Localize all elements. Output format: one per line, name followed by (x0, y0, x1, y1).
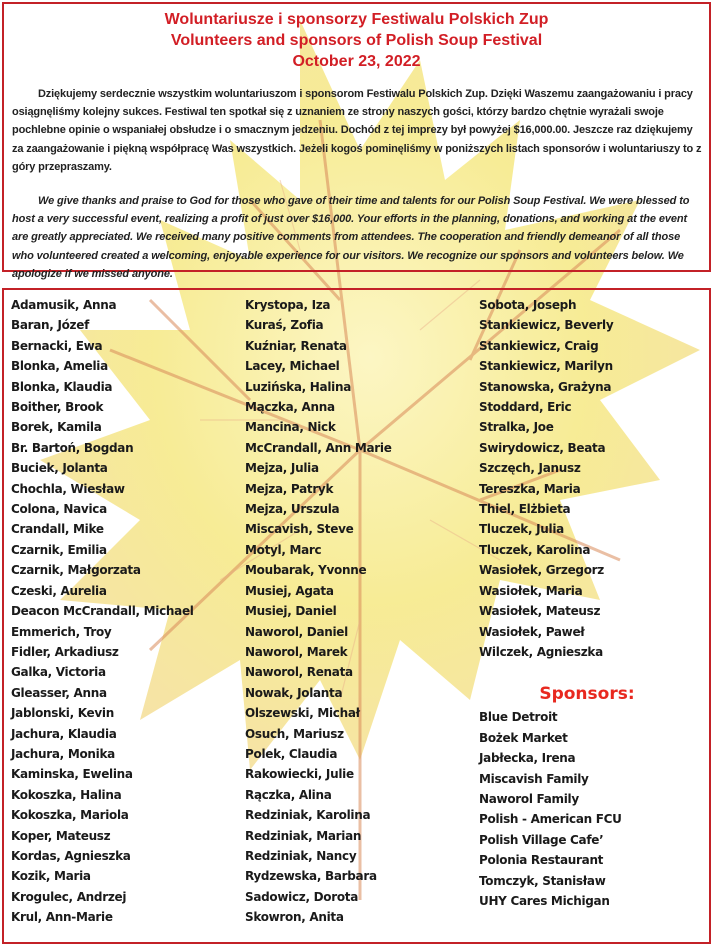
volunteer-name: Mejza, Patryk (245, 481, 334, 496)
volunteer-name: Czarnik, Emilia (11, 542, 107, 557)
volunteer-name: Motyl, Marc (245, 542, 322, 557)
volunteer-name: Osuch, Mariusz (245, 726, 344, 741)
volunteer-name: Galka, Victoria (11, 665, 106, 680)
volunteer-name: Mejza, Julia (245, 461, 319, 476)
volunteer-name: Krystopa, Iza (245, 298, 331, 312)
volunteer-name: Szczęch, Janusz (479, 461, 581, 476)
volunteer-name: Emmerich, Troy (11, 624, 112, 639)
volunteer-name: Rączka, Alina (245, 787, 332, 802)
volunteer-name: Luzińska, Halina (245, 379, 351, 394)
volunteer-name: Koper, Mateusz (11, 828, 111, 843)
sponsor-name: Polonia Restaurant (479, 853, 604, 868)
volunteer-name: Wilczek, Agnieszka (479, 644, 603, 659)
volunteer-name: Kordas, Agnieszka (11, 848, 131, 863)
sponsor-name: UHY Cares Michigan (479, 893, 610, 908)
volunteer-name: Blonka, Klaudia (11, 379, 113, 394)
volunteer-name: Naworol, Marek (245, 644, 348, 659)
volunteer-name: Polek, Claudia (245, 746, 338, 761)
volunteer-name: Kuźniar, Renata (245, 338, 347, 353)
volunteer-column-2 (245, 295, 475, 928)
volunteer-name: Redziniak, Marian (245, 828, 362, 843)
volunteer-name: Chochla, Wiesław (11, 481, 125, 496)
volunteer-name: Naworol, Daniel (245, 624, 348, 639)
volunteer-name: Wasiołek, Maria (479, 583, 583, 598)
volunteer-name: Rakowiecki, Julie (245, 767, 354, 782)
thank-you-paragraph-english: We give thanks and praise to God for those who gave of their time and talents for our Polish Soup Festival. We were blessed to host a very successful event, realizing a profit of just over $16,000. Your efforts in the planning, donations, and working at the event are greatly appreciated. We received many positive comments from attendees. The cooperation and friendly demeanor of all those who volunteered created a welcoming, enjoyable experience for our visitors. We recognize our sponsors and volunteers below. We apologize if we missed anyone. (12, 195, 690, 280)
volunteer-name: Bernacki, Ewa (11, 338, 103, 353)
volunteer-name: Krogulec, Andrzej (11, 889, 127, 904)
volunteer-column-3 (479, 295, 709, 911)
volunteer-name: Czarnik, Małgorzata (11, 563, 141, 578)
sponsor-name: Polish - American FCU (479, 812, 622, 827)
volunteer-name: McCrandall, Ann Marie (245, 440, 392, 455)
volunteer-name: Mączka, Anna (245, 400, 335, 415)
title-english: Volunteers and sponsors of Polish Soup Festival (170, 32, 543, 49)
volunteer-name: Baran, Józef (11, 318, 89, 333)
volunteer-name: Wasiołek, Grzegorz (479, 563, 604, 578)
volunteer-name: Tereszka, Maria (479, 481, 581, 496)
volunteer-name: Krul, Ann-Marie (11, 910, 113, 925)
sponsors-heading: Sponsors: (539, 684, 635, 705)
volunteer-name: Olszewski, Michał (245, 706, 360, 721)
volunteer-name: Sadowicz, Dorota (245, 889, 359, 904)
volunteer-column-1 (11, 295, 241, 928)
volunteer-name: Czeski, Aurelia (11, 583, 107, 598)
volunteer-name: Naworol, Renata (245, 665, 353, 680)
sponsor-name: Tomczyk, Stanisław (479, 873, 606, 888)
volunteer-name: Sobota, Joseph (479, 298, 577, 312)
volunteer-name: Skowron, Anita (245, 910, 344, 925)
volunteer-name: Stanowska, Grażyna (479, 379, 612, 394)
sponsor-name: Jabłecka, Irena (479, 751, 576, 766)
volunteer-name: Mejza, Urszula (245, 502, 340, 517)
volunteer-name: Deacon McCrandall, Michael (11, 604, 194, 619)
volunteer-name: Jachura, Klaudia (11, 726, 117, 741)
volunteers-and-sponsors-panel (2, 288, 711, 944)
volunteer-name: Kuraś, Zofia (245, 318, 324, 333)
volunteer-name: Kokoszka, Mariola (11, 808, 129, 823)
volunteer-name: Nowak, Jolanta (245, 685, 343, 700)
volunteer-name: Colona, Navica (11, 502, 107, 517)
volunteer-name: Thiel, Elżbieta (479, 502, 571, 517)
volunteer-name: Lacey, Michael (245, 359, 340, 374)
volunteer-name: Stankiewicz, Marilyn (479, 359, 613, 374)
volunteer-name: Boither, Brook (11, 400, 104, 415)
volunteer-name: Mancina, Nick (245, 420, 336, 435)
volunteer-name: Adamusik, Anna (11, 298, 117, 312)
title-polish: Woluntariusze i sponsorzy Festiwalu Polskich Zup (164, 11, 549, 28)
sponsor-name: Miscavish Family (479, 771, 589, 786)
sponsor-name: Polish Village Cafe’ (479, 832, 604, 847)
event-date: October 23, 2022 (292, 53, 421, 70)
volunteer-name: Gleasser, Anna (11, 685, 107, 700)
volunteer-name: Musiej, Daniel (245, 604, 337, 619)
volunteer-name: Buciek, Jolanta (11, 461, 108, 476)
volunteer-name: Stralka, Joe (479, 420, 554, 435)
volunteer-name: Fidler, Arkadiusz (11, 644, 119, 659)
volunteer-name: Kozik, Maria (11, 869, 91, 884)
volunteer-name: Moubarak, Yvonne (245, 563, 367, 578)
volunteer-name: Musiej, Agata (245, 583, 334, 598)
volunteer-name: Swirydowicz, Beata (479, 440, 606, 455)
volunteer-name: Kokoszka, Halina (11, 787, 122, 802)
sponsor-name: Blue Detroit (479, 710, 558, 725)
volunteer-name: Blonka, Amelia (11, 359, 108, 374)
volunteer-name: Tluczek, Julia (479, 522, 564, 537)
volunteer-name: Redziniak, Nancy (245, 848, 357, 863)
volunteer-name: Tluczek, Karolina (479, 542, 591, 557)
sponsor-name: Bożek Market (479, 730, 568, 745)
volunteer-name: Br. Bartoń, Bogdan (11, 440, 134, 455)
volunteer-name: Stankiewicz, Beverly (479, 318, 614, 333)
volunteer-name: Jachura, Monika (11, 746, 115, 761)
volunteer-name: Kaminska, Ewelina (11, 767, 133, 782)
thank-you-paragraph-polish: Dziękujemy serdecznie wszystkim woluntariuszom i sponsorom Festiwalu Polskich Zup. Dzięki Waszemu zaangażowaniu i pracy osiągnęliśmy kolejny sukces. Festiwal ten spotkał się z uznaniem ze strony naszych gości, którzy bardzo chętnie wyrażali swoje pochlebne opinie o wspaniałej obsłudze i o smacznym jedzeniu. Dochód z tej imprezy był powyżej $16,000.00. Jeszcze raz dziękujemy za zaangażowanie i piękną współpracę Was wszystkich. Jeżeli kogoś pominęliśmy w poniższych listach sponsorów i woluntariuszy to z góry przepraszamy. (12, 88, 702, 173)
volunteer-name: Redziniak, Karolina (245, 808, 371, 823)
volunteer-name: Stankiewicz, Craig (479, 338, 599, 353)
volunteer-name: Miscavish, Steve (245, 522, 354, 537)
header-panel (2, 2, 711, 280)
sponsor-name: Naworol Family (479, 791, 579, 806)
volunteer-name: Wasiołek, Paweł (479, 624, 585, 639)
volunteer-name: Jablonski, Kevin (11, 706, 114, 721)
volunteer-name: Wasiołek, Mateusz (479, 604, 601, 619)
volunteer-name: Crandall, Mike (11, 522, 104, 537)
volunteer-name: Stoddard, Eric (479, 400, 572, 415)
volunteer-name: Rydzewska, Barbara (245, 869, 377, 884)
volunteer-name: Borek, Kamila (11, 420, 102, 435)
